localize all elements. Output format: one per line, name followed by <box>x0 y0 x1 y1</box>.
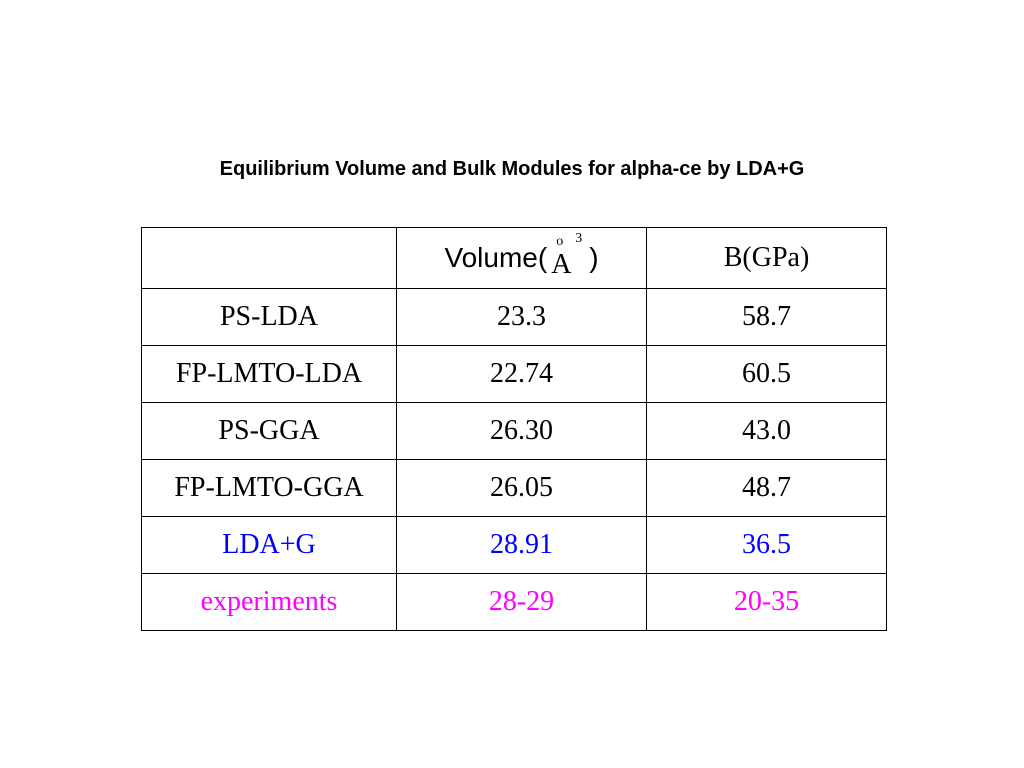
cubed-exponent: 3 <box>575 231 583 246</box>
table-row <box>142 403 887 460</box>
method-cell: LDA+G <box>142 517 397 574</box>
volume-cell: 23.3 <box>397 289 647 346</box>
method-cell: PS-LDA <box>142 289 397 346</box>
angstrom-ring: o <box>556 234 564 249</box>
page-title: Equilibrium Volume and Bulk Modules for alpha-ce by LDA+G <box>219 158 805 180</box>
bulk-cell: 36.5 <box>647 517 887 574</box>
volume-cell: 26.30 <box>397 403 647 460</box>
table-row <box>142 346 887 403</box>
bulk-cell: 58.7 <box>647 289 887 346</box>
volume-cell: 26.05 <box>397 460 647 517</box>
table-header-row <box>142 228 887 289</box>
bulk-cell: 20-35 <box>647 574 887 631</box>
volume-cell: 28-29 <box>397 574 647 631</box>
bulk-cell: 43.0 <box>647 403 887 460</box>
method-cell: FP-LMTO-GGA <box>142 460 397 517</box>
table-row <box>142 289 887 346</box>
volume-header <box>444 231 599 282</box>
angstrom-cubed-unit <box>551 231 585 282</box>
method-cell: experiments <box>142 574 397 631</box>
bulk-cell: 48.7 <box>647 460 887 517</box>
volume-cell: 28.91 <box>397 517 647 574</box>
method-cell: FP-LMTO-LDA <box>142 346 397 403</box>
volume-cell: 22.74 <box>397 346 647 403</box>
header-bulk-cell: B(GPa) <box>647 228 887 289</box>
results-table <box>141 227 887 631</box>
header-volume-cell <box>397 228 647 289</box>
table-row-lda-g <box>142 517 887 574</box>
table-row-experiments <box>142 574 887 631</box>
table-row <box>142 460 887 517</box>
header-method-cell <box>142 228 397 289</box>
volume-header-suffix: ) <box>589 242 599 273</box>
angstrom-letter: A <box>551 249 572 280</box>
volume-header-prefix: Volume( <box>444 242 548 273</box>
bulk-cell: 60.5 <box>647 346 887 403</box>
method-cell: PS-GGA <box>142 403 397 460</box>
